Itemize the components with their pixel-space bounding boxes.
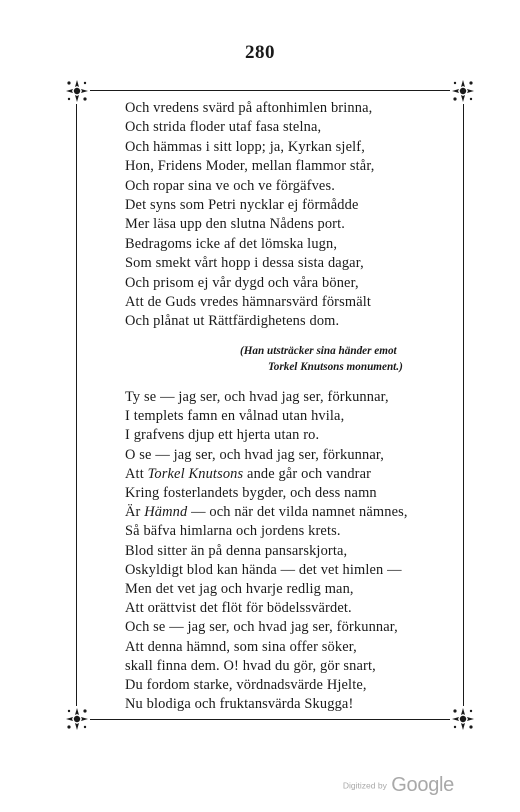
character-name: Torkel Knutsons — [147, 465, 244, 482]
google-logo: Google — [391, 774, 454, 796]
verse-block-2 — [125, 388, 455, 714]
verse-line: skall finna dem. O! hvad du gör, gör snart, — [125, 657, 376, 674]
verse-line: Som smekt vårt hopp i dessa sista dagar, — [125, 255, 364, 272]
verse-text: — och när det vilda namnet nämnes, — [187, 504, 408, 521]
verse-line: Nu blodiga och fruktansvärda Skugga! — [125, 696, 354, 713]
verse-text: Att — [125, 465, 148, 482]
verse-line: Blod sitter än på denna pansarskjorta, — [125, 542, 348, 559]
stage-direction-line: (Han utsträcker sina händer emot — [240, 345, 397, 357]
emphasized-word: Hämnd — [144, 504, 188, 521]
verse-line: Det syns som Petri nycklar ej förmådde — [125, 197, 359, 214]
verse-line: Så bäfva himlarna och jordens krets. — [125, 523, 341, 540]
verse-line: I templets famn en vålnad utan hvila, — [125, 408, 345, 425]
watermark-prefix: Digitized by — [342, 780, 387, 791]
verse-line: Oskyldigt blod kan hända — det vet himlen — — [125, 561, 402, 578]
corner-ornament-icon — [64, 706, 90, 732]
stage-direction-line: Torkel Knutsons monument.) — [268, 360, 403, 373]
verse-line: Att denna hämnd, som sina offer söker, — [125, 638, 357, 655]
verse-line: I grafvens djup ett hjerta utan ro. — [125, 427, 320, 444]
digitized-watermark — [343, 774, 454, 797]
verse-line: Du fordom starke, vördnadsvärde Hjelte, — [125, 677, 367, 694]
corner-ornament-icon — [64, 78, 90, 104]
verse-text: Är — [125, 504, 145, 521]
verse-line: Bedragoms icke af det lömska lugn, — [125, 235, 338, 252]
verse-line: Mer läsa upp den slutna Nådens port. — [125, 216, 346, 233]
verse-text: ande går och vandrar — [243, 465, 372, 482]
verse-line: O se — jag ser, och hvad jag ser, förkunnar, — [125, 446, 385, 463]
verse-line: Ty se — jag ser, och hvad jag ser, förkunnar, — [125, 389, 389, 405]
verse-line: Och ropar sina ve och ve förgäfves. — [125, 177, 335, 194]
verse-line — [125, 465, 455, 484]
verse-line: Och prisom ej vår dygd och våra böner, — [125, 274, 359, 291]
verse-line: Och se — jag ser, och hvad jag ser, förkunnar, — [125, 619, 398, 636]
verse-block-1 — [125, 99, 455, 332]
stage-direction — [240, 344, 440, 375]
verse-line: Och vredens svärd på aftonhimlen brinna, — [125, 100, 373, 116]
verse-line: Hon, Fridens Moder, mellan flammor står, — [125, 158, 375, 175]
page-number: 280 — [245, 42, 275, 63]
verse-line: Att orättvist det flöt för bödelssvärdet. — [125, 600, 352, 617]
verse-line: Och hämmas i sitt lopp; ja, Kyrkan sjelf, — [125, 138, 365, 155]
verse-line: Och plånat ut Rättfärdighetens dom. — [125, 313, 340, 330]
verse-line: Kring fosterlandets bygder, och dess namn — [125, 485, 377, 502]
verse-line: Att de Guds vredes hämnarsvärd försmält — [125, 294, 372, 311]
verse-line — [125, 503, 455, 522]
verse-line: Och strida floder utaf fasa stelna, — [125, 119, 322, 136]
verse-line: Men det vet jag och hvarje redlig man, — [125, 581, 354, 598]
